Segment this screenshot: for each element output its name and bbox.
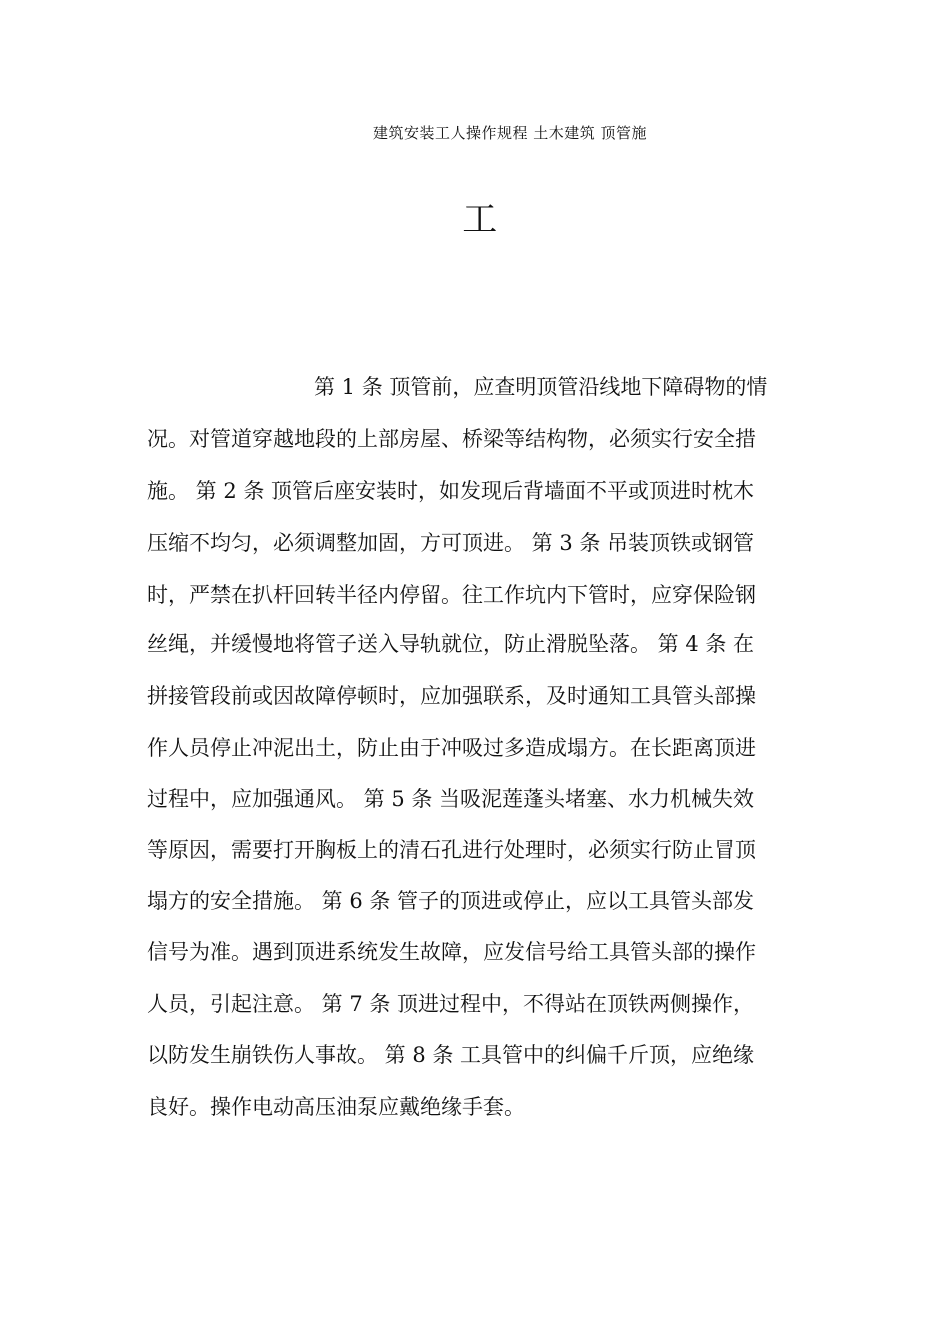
body-line-2: 况。对管道穿越地段的上部房屋、桥梁等结构物，必须实行安全措 xyxy=(147,427,756,451)
body-line-15: 良好。操作电动高压油泵应戴绝缘手套。 xyxy=(147,1095,525,1119)
body-line-14: 以防发生崩铁伤人事故。 第 8 条 工具管中的纠偏千斤顶，应绝缘 xyxy=(147,1043,755,1067)
document-title-line-2: 工 xyxy=(462,200,498,240)
body-line-4: 压缩不均匀，必须调整加固，方可顶进。 第 3 条 吊装顶铁或钢管 xyxy=(147,531,755,555)
body-line-1: 第 1 条 顶管前，应查明顶管沿线地下障碍物的情 xyxy=(314,375,768,399)
body-line-5: 时，严禁在扒杆回转半径内停留。往工作坑内下管时，应穿保险钢 xyxy=(147,583,756,607)
body-line-3: 施。 第 2 条 顶管后座安装时，如发现后背墙面不平或顶进时枕木 xyxy=(147,479,755,503)
body-line-10: 等原因，需要打开胸板上的清石孔进行处理时，必须实行防止冒顶 xyxy=(147,838,756,862)
document-title-line-1: 建筑安装工人操作规程 土木建筑 顶管施 xyxy=(372,124,648,142)
body-line-12: 信号为准。遇到顶进系统发生故障，应发信号给工具管头部的操作 xyxy=(147,940,756,964)
body-line-7: 拼接管段前或因故障停顿时，应加强联系，及时通知工具管头部操 xyxy=(147,684,756,708)
body-line-11: 塌方的安全措施。 第 6 条 管子的顶进或停止，应以工具管头部发 xyxy=(147,889,755,913)
body-line-8: 作人员停止冲泥出土，防止由于冲吸过多造成塌方。在长距离顶进 xyxy=(147,736,756,760)
body-line-9: 过程中，应加强通风。 第 5 条 当吸泥莲蓬头堵塞、水力机械失效 xyxy=(147,787,755,811)
body-line-13: 人员，引起注意。 第 7 条 顶进过程中，不得站在顶铁两侧操作， xyxy=(147,992,755,1016)
body-line-6: 丝绳，并缓慢地将管子送入导轨就位，防止滑脱坠落。 第 4 条 在 xyxy=(147,632,755,656)
